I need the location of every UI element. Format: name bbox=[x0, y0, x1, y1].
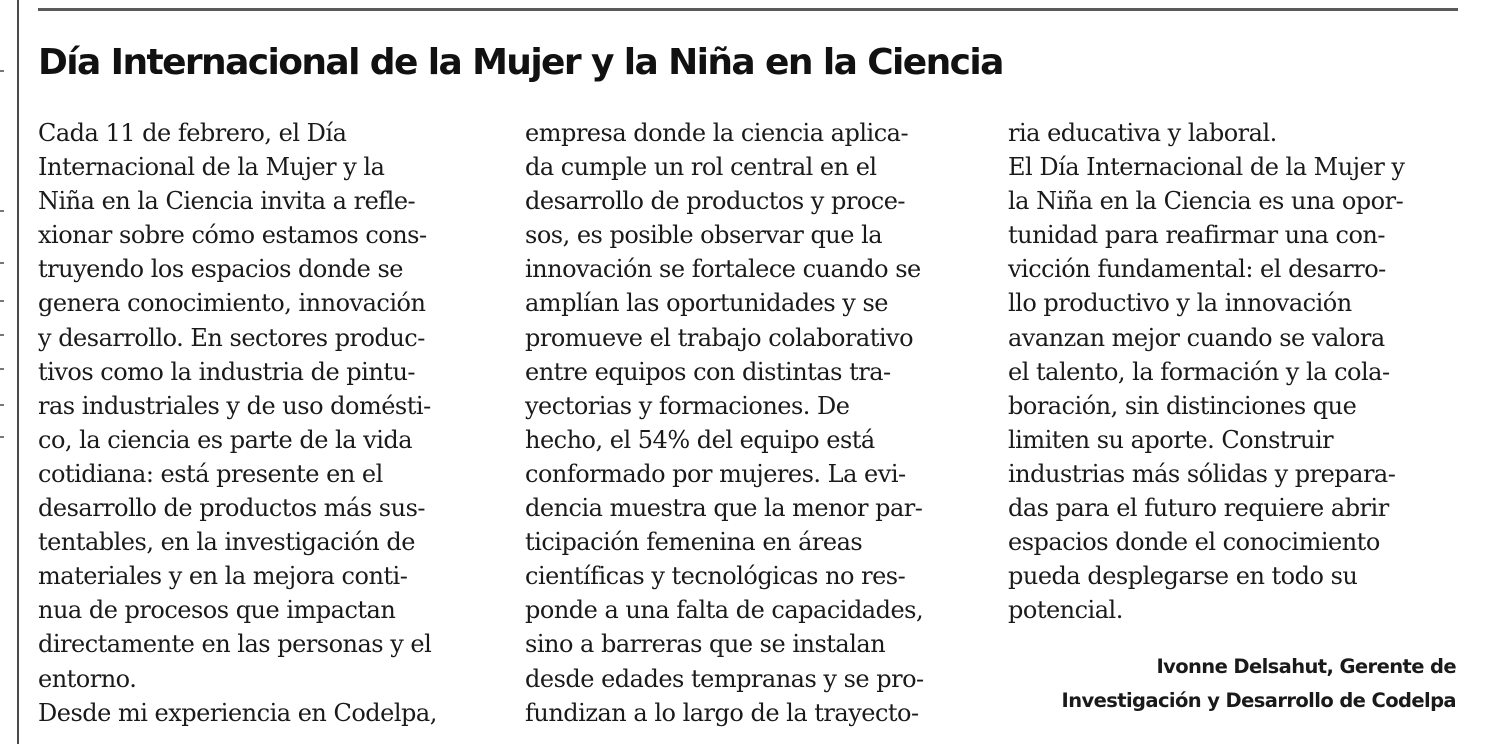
text-line: dencia muestra que la menor par- bbox=[525, 494, 923, 523]
top-divider-rule bbox=[38, 8, 1458, 11]
text-line: desarrollo de productos más sus- bbox=[38, 494, 426, 523]
text-line: sos, es posible observar que la bbox=[525, 221, 883, 250]
text-line: limiten su aporte. Construir bbox=[1008, 425, 1334, 454]
text-line: ticipación femenina en áreas bbox=[525, 528, 863, 557]
text-line: conformado por mujeres. La evi- bbox=[525, 459, 906, 488]
text-line: espacios donde el conocimiento bbox=[1008, 528, 1380, 557]
article-column-3 bbox=[1008, 116, 1404, 627]
text-line: cotidiana: está presente en el bbox=[38, 459, 383, 488]
margin-tick bbox=[0, 70, 4, 72]
article-column-2 bbox=[525, 116, 924, 730]
text-line: y desarrollo. En sectores produc- bbox=[38, 323, 425, 352]
text-line: amplían las oportunidades y se bbox=[525, 289, 888, 318]
text-line: innovación se fortalece cuando se bbox=[525, 255, 921, 284]
text-line: Cada 11 de febrero, el Día bbox=[38, 119, 347, 147]
margin-tick bbox=[0, 368, 4, 370]
text-line: tentables, en la investigación de bbox=[38, 528, 415, 557]
text-line: la Niña en la Ciencia es una opor- bbox=[1008, 187, 1404, 216]
text-line: empresa donde la ciencia aplica- bbox=[525, 119, 909, 147]
text-line: nua de procesos que impactan bbox=[38, 596, 396, 625]
text-line: industrias más sólidas y prepara- bbox=[1008, 459, 1396, 488]
margin-tick bbox=[0, 210, 4, 212]
text-line: boración, sin distinciones que bbox=[1008, 391, 1357, 420]
text-line: tunidad para reafirmar una con- bbox=[1008, 221, 1385, 250]
text-line: hecho, el 54% del equipo está bbox=[525, 425, 875, 454]
author-department: Investigación y Desarrollo de Codelpa bbox=[1061, 689, 1456, 712]
text-line: co, la ciencia es parte de la vida bbox=[38, 425, 413, 454]
text-line: desde edades tempranas y se pro- bbox=[525, 664, 924, 693]
text-line: Niña en la Ciencia invita a refle- bbox=[38, 187, 416, 216]
text-line: el talento, la formación y la cola- bbox=[1008, 357, 1390, 386]
text-line: yectorias y formaciones. De bbox=[525, 391, 850, 420]
text-line: El Día Internacional de la Mujer y bbox=[1008, 153, 1405, 182]
author-name-role: Ivonne Delsahut, Gerente de bbox=[1156, 655, 1456, 678]
text-line: avanzan mejor cuando se valora bbox=[1008, 323, 1385, 352]
text-line: promueve el trabajo colaborativo bbox=[525, 323, 914, 352]
text-line: xionar sobre cómo estamos cons- bbox=[38, 221, 427, 250]
text-line: entre equipos con distintas tra- bbox=[525, 357, 891, 386]
text-line: desarrollo de productos y proce- bbox=[525, 187, 906, 216]
text-line: Internacional de la Mujer y la bbox=[38, 153, 385, 182]
article-column-1 bbox=[38, 116, 437, 730]
text-line: científicas y tecnológicas no res- bbox=[525, 562, 906, 591]
text-line: ras industriales y de uso domésti- bbox=[38, 391, 431, 420]
text-line: fundizan a lo largo de la trayecto- bbox=[525, 698, 919, 727]
margin-tick bbox=[0, 300, 4, 302]
text-line: Desde mi experiencia en Codelpa, bbox=[38, 698, 437, 727]
text-line: potencial. bbox=[1008, 596, 1123, 625]
text-line: vicción fundamental: el desarro- bbox=[1008, 255, 1386, 284]
margin-tick bbox=[0, 262, 4, 264]
margin-tick bbox=[0, 334, 4, 336]
author-signature bbox=[1062, 650, 1456, 718]
margin-tick bbox=[0, 436, 4, 438]
text-line: genera conocimiento, innovación bbox=[38, 289, 426, 318]
text-line: directamente en las personas y el bbox=[38, 630, 432, 659]
text-line: truyendo los espacios donde se bbox=[38, 255, 403, 284]
margin-tick bbox=[0, 404, 4, 406]
text-line: ponde a una falta de capacidades, bbox=[525, 596, 924, 625]
text-line: entorno. bbox=[38, 664, 137, 693]
text-line: ria educativa y laboral. bbox=[1008, 119, 1277, 147]
text-line: sino a barreras que se instalan bbox=[525, 630, 886, 659]
text-line: da cumple un rol central en el bbox=[525, 153, 877, 182]
text-line: das para el futuro requiere abrir bbox=[1008, 494, 1389, 523]
text-line: llo productivo y la innovación bbox=[1008, 289, 1352, 318]
text-line: materiales y en la mejora conti- bbox=[38, 562, 408, 591]
article-headline: Día Internacional de la Mujer y la Niña en la Ciencia bbox=[38, 42, 1003, 83]
text-line: pueda desplegarse en todo su bbox=[1008, 562, 1358, 591]
text-line: tivos como la industria de pintu- bbox=[38, 357, 416, 386]
page-left-rule bbox=[17, 0, 19, 744]
